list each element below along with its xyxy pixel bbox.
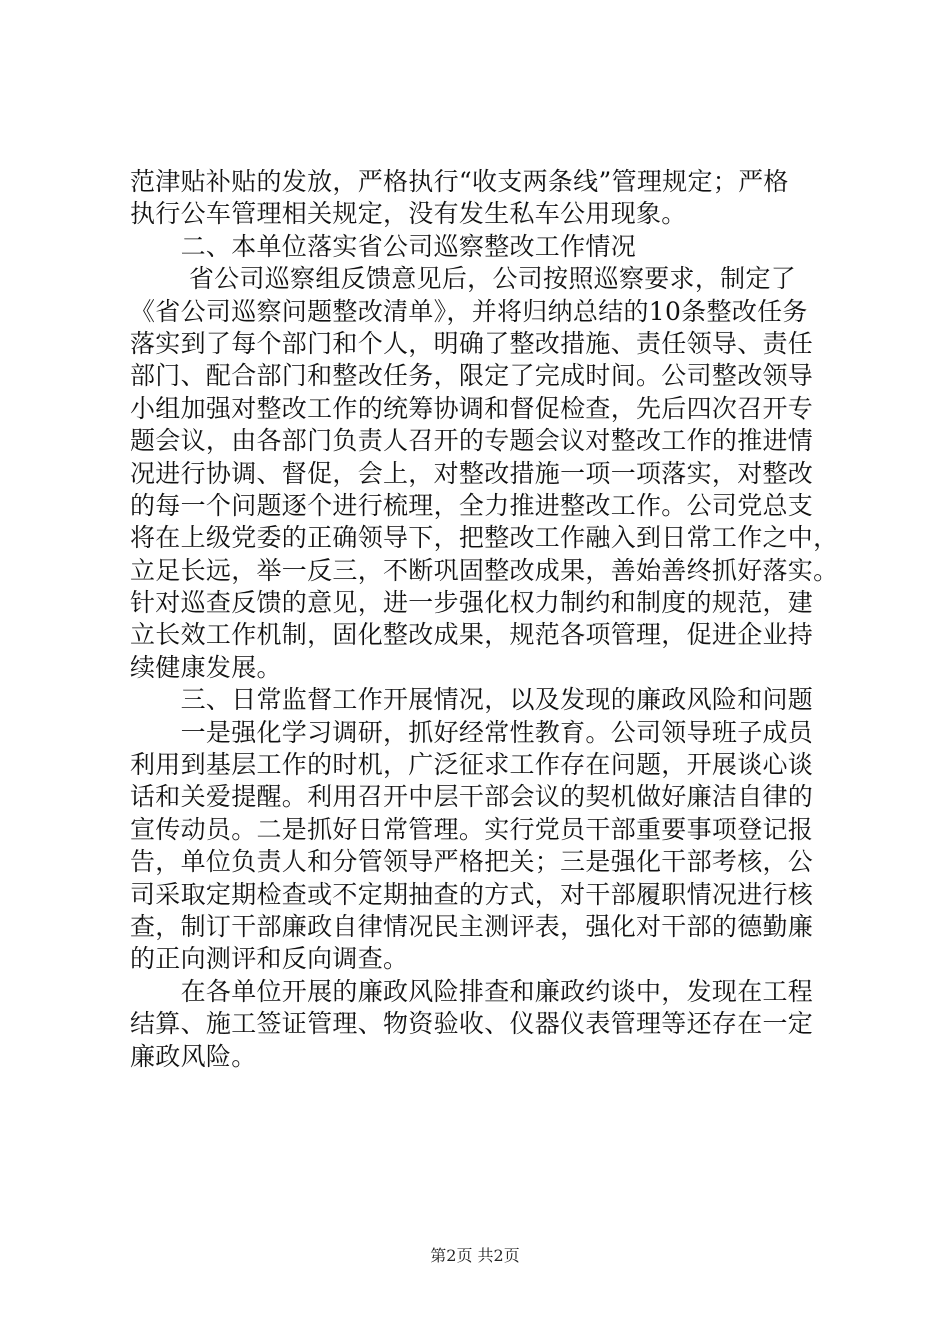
text-line: 题会议，由各部门负责人召开的专题会议对整改工作的推进情 xyxy=(130,426,814,456)
text-line: 省公司巡察组反馈意见后，公司按照巡察要求，制定了 xyxy=(130,264,797,294)
text-line: 针对巡查反馈的意见，进一步强化权力制约和制度的规范，建 xyxy=(130,588,814,618)
text-line: 况进行协调、督促，会上，对整改措施一项一项落实，对整改 xyxy=(130,458,814,488)
text-line: 结算、施工签证管理、物资验收、仪器仪表管理等还存在一定 xyxy=(130,1009,814,1039)
text-line: 宣传动员。二是抓好日常管理。实行党员干部重要事项登记报 xyxy=(130,814,814,844)
text-line: 范津贴补贴的发放，严格执行“收支两条线”管理规定；严格 xyxy=(130,167,789,196)
text-line: 小组加强对整改工作的统筹协调和督促检查，先后四次召开专 xyxy=(130,393,814,423)
text-line: 的正向测评和反向调查。 xyxy=(130,944,409,974)
text-line: 立长效工作机制，固化整改成果，规范各项管理，促进企业持 xyxy=(130,620,814,650)
text-line: 的每一个问题逐个进行梳理，全力推进整改工作。公司党总支 xyxy=(130,490,814,520)
text-line: 告，单位负责人和分管领导严格把关；三是强化干部考核，公 xyxy=(130,847,814,877)
section-heading: 二、本单位落实省公司巡察整改工作情况 xyxy=(130,231,637,261)
text-line: 利用到基层工作的时机，广泛征求工作存在问题，开展谈心谈 xyxy=(130,750,814,780)
text-line: 司采取定期检查或不定期抽查的方式，对干部履职情况进行核 xyxy=(130,879,814,909)
page-number-footer: 第2页 共2页 xyxy=(430,1246,520,1265)
text-line: 一是强化学习调研，抓好经常性教育。公司领导班子成员 xyxy=(130,717,814,747)
text-line: 话和关爱提醒。利用召开中层干部会议的契机做好廉洁自律的 xyxy=(130,782,814,812)
text-line: 落实到了每个部门和个人，明确了整改措施、责任领导、责任 xyxy=(130,328,814,358)
text-line: 在各单位开展的廉政风险排查和廉政约谈中，发现在工程 xyxy=(130,976,814,1006)
text-line: 执行公车管理相关规定，没有发生私车公用现象。 xyxy=(130,199,687,229)
text-line: 《省公司巡察问题整改清单》，并将归纳总结的10条整改任务 xyxy=(130,296,808,326)
text-line: 立足长远，举一反三，不断巩固整改成果，善始善终抓好落实。 xyxy=(130,555,839,585)
text-line: 廉政风险。 xyxy=(130,1041,257,1071)
text-line: 将在上级党委的正确领导下，把整改工作融入到日常工作之中， xyxy=(130,523,839,553)
section-heading: 三、日常监督工作开展情况，以及发现的廉政风险和问题 xyxy=(130,685,814,715)
text-line: 续健康发展。 xyxy=(130,652,282,682)
document-body xyxy=(130,166,839,1073)
text-line: 部门、配合部门和整改任务，限定了完成时间。公司整改领导 xyxy=(130,361,814,391)
text-line: 查，制订干部廉政自律情况民主测评表，强化对干部的德勤廉 xyxy=(130,911,814,941)
